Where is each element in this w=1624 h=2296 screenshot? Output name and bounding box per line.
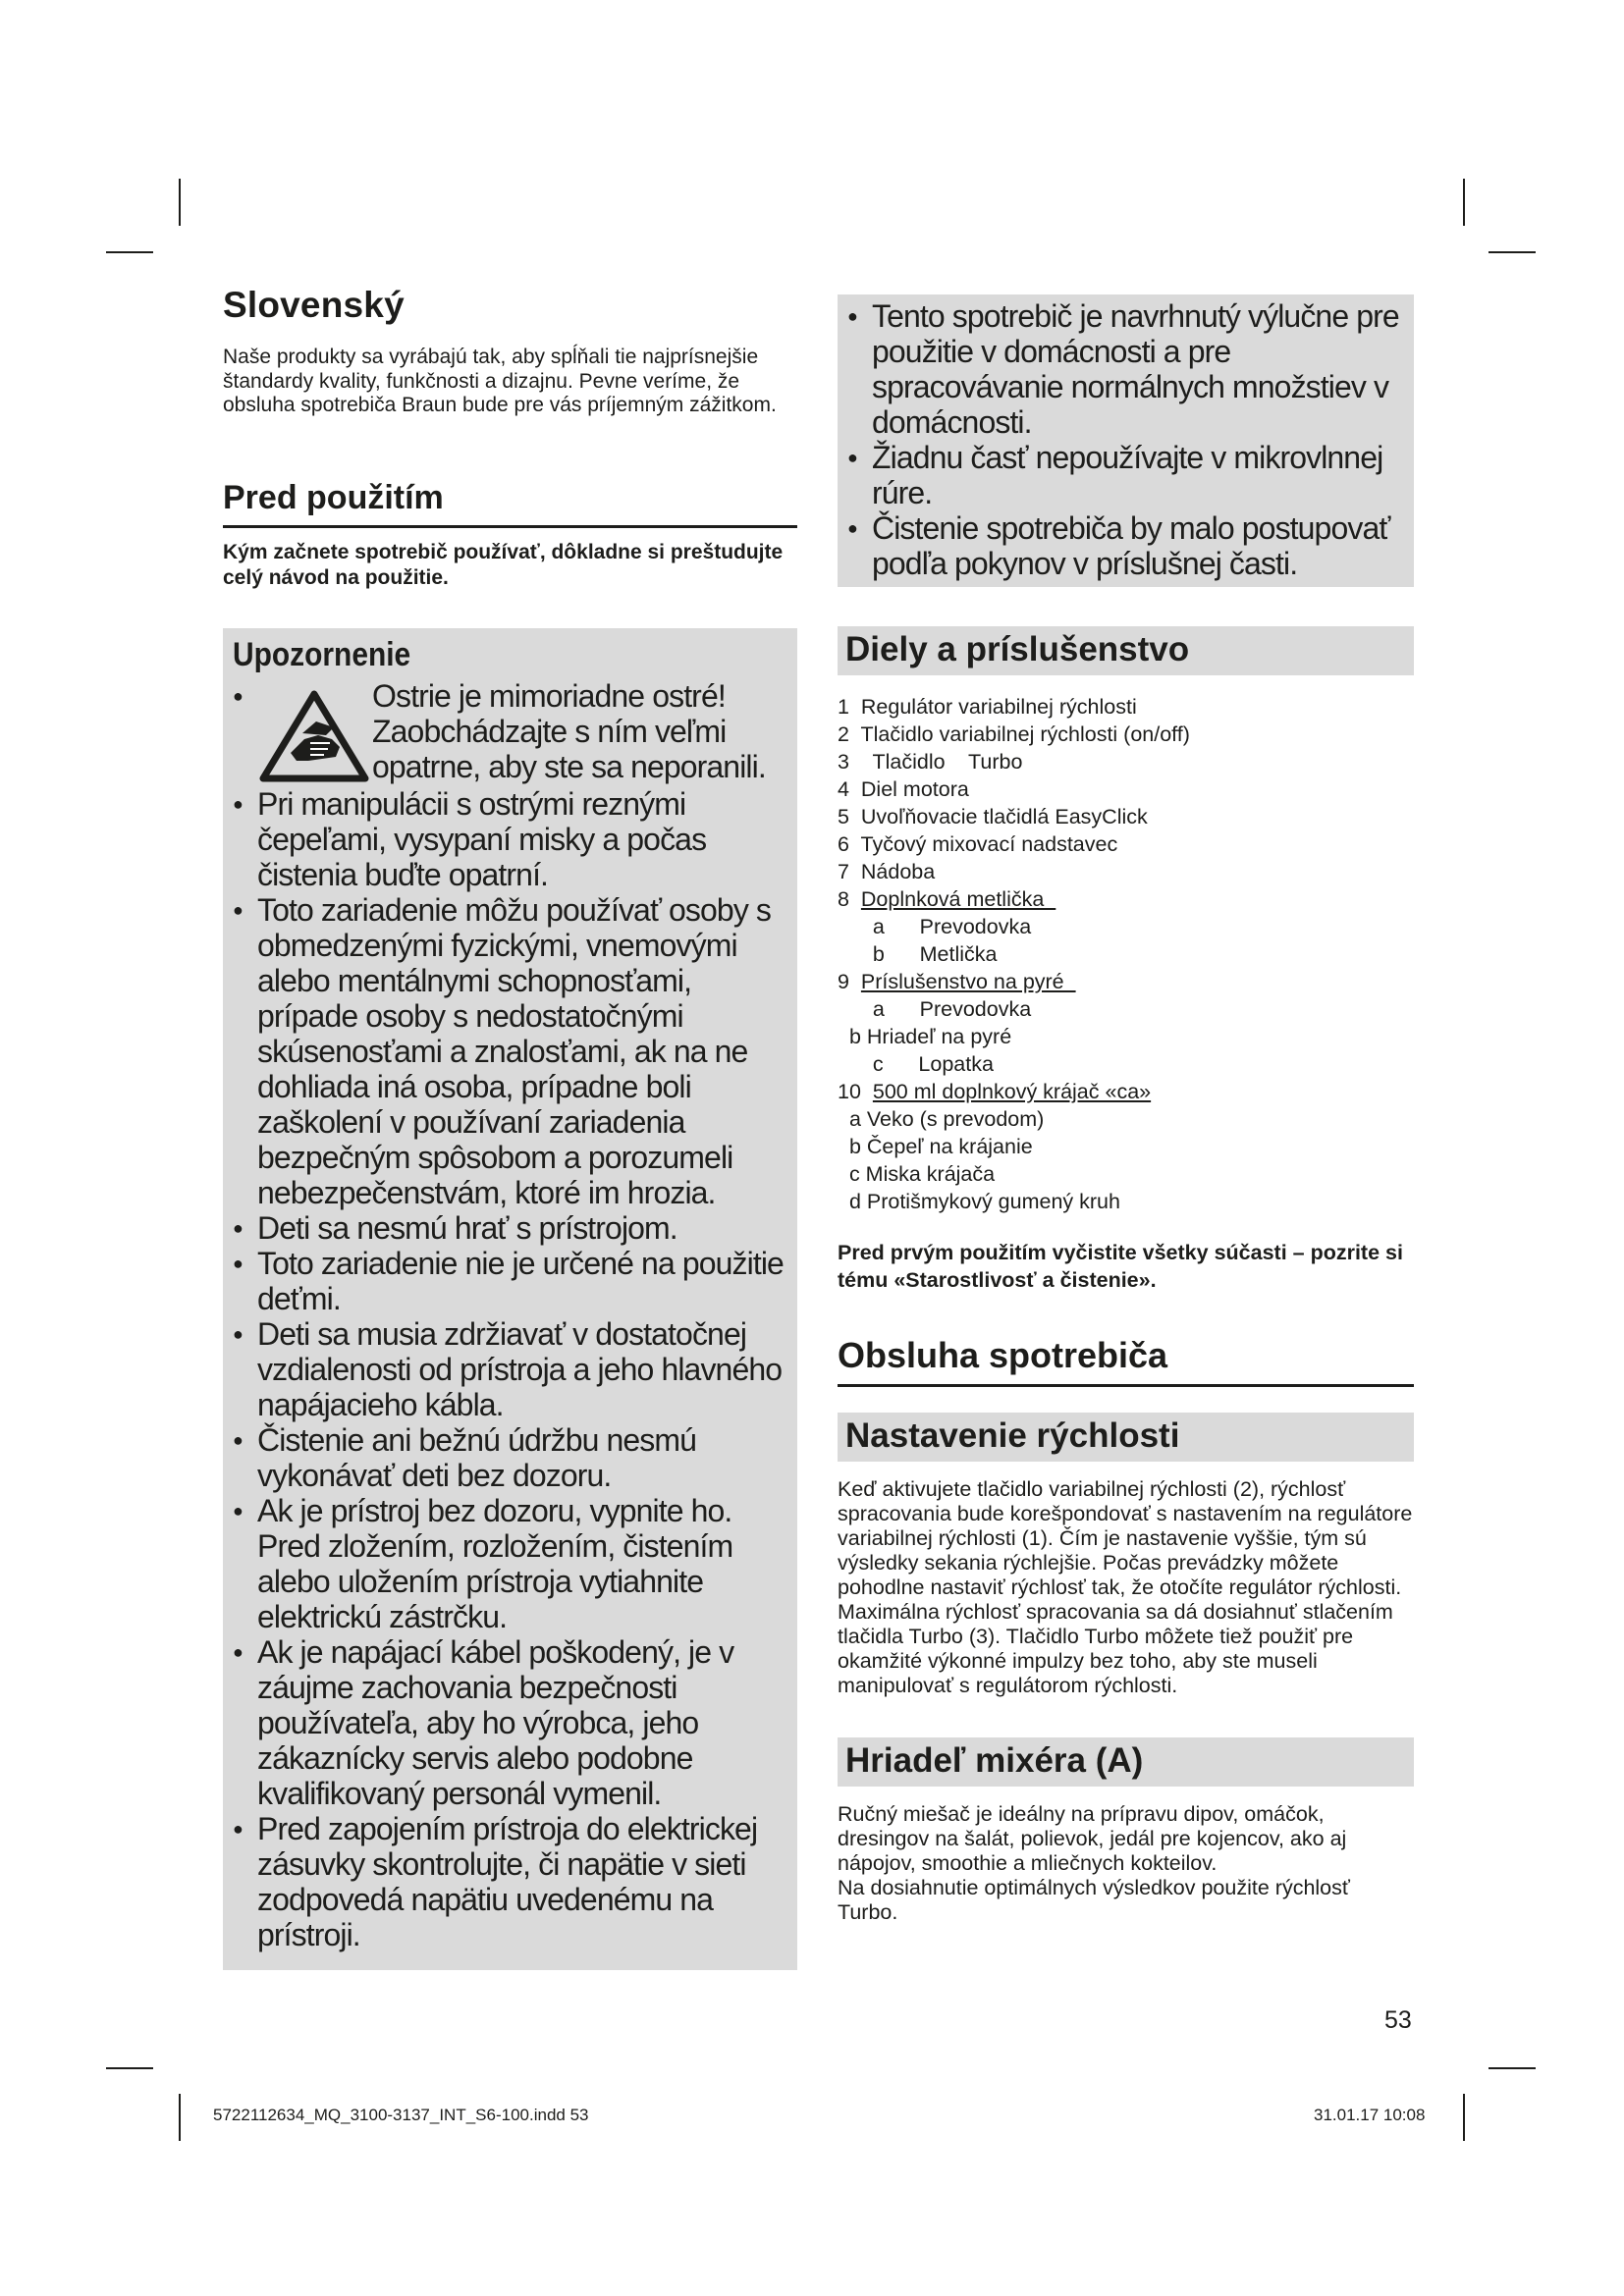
language-title: Slovenský [223,285,405,325]
parts-list-item: 3 Tlačidlo Turbo [838,750,1023,774]
right-column [838,294,1414,1925]
intro-paragraph: Naše produkty sa vyrábajú tak, aby spĺňali tie najprísnejšie štandardy kvality, funkčnosti a dizajnu. Pevne veríme, že obsluha spotrebiča Braun bude pre vás príjemným zážitkom. [223,346,777,416]
crop-mark [1463,179,1465,226]
warning-list [233,678,787,1952]
warning-item: ● Toto zariadenie nie je určené na použitie deťmi. [233,1246,787,1316]
warning-item: ● Deti sa musia zdržiavať v dostatočnej vzdialenosti od prístroja a jeho hlavného napájacieho kábla. [233,1316,787,1422]
crop-mark [106,2067,153,2069]
parts-list-item: b Metlička [838,942,998,966]
print-slug-file: 5722112634_MQ_3100-3137_INT_S6-100.indd 53 [213,2106,589,2124]
parts-list-item: 10 500 ml doplnkový krájač «ca» [838,1080,1152,1103]
page-number: 53 [1384,2006,1412,2034]
shaft-heading: Hriadeľ mixéra (A) [838,1737,1414,1787]
parts-list-item: a Prevodovka [838,997,1032,1021]
warning-item [233,678,787,786]
crop-mark [1489,251,1536,253]
warning-item: ● Deti sa nesmú hrať s prístrojom. [233,1210,787,1246]
parts-list-item: d Protišmykový gumený kruh [838,1190,1120,1213]
before-use-note: Kým začnete spotrebič používať, dôkladne si preštudujte celý návod na použitie. [223,540,784,589]
warning-item: ● Pri manipulácii s ostrými reznými čepeľami, vysypaní misky a počas čistenia buďte opatrní. [233,786,787,892]
crop-mark [179,2094,181,2141]
safety-item: ● Tento spotrebič je navrhnutý výlučne pre použitie v domácnosti a pre spracovávanie normálnych množstiev v domácnosti. [847,298,1402,440]
warning-heading: Upozornenie [233,635,411,673]
parts-list-item: b Čepeľ na krájanie [838,1135,1033,1158]
parts-list-item: 5 Uvoľňovacie tlačidlá EasyClick [838,805,1148,828]
parts-list-item: b Hriadeľ na pyré [838,1025,1012,1048]
parts-list-item: c Miska krájača [838,1162,996,1186]
crop-mark [106,251,153,253]
print-slug-date: 31.01.17 10:08 [1314,2106,1426,2124]
parts-list-item: c Lopatka [838,1052,994,1076]
parts-list [838,693,1414,1215]
warning-box [223,628,797,1970]
speed-heading: Nastavenie rýchlosti [838,1413,1414,1462]
crop-mark [179,179,181,226]
parts-list-item: 8 Doplnková metlička [838,887,1056,911]
warning-item: ● Čistenie ani bežnú údržbu nesmú vykonávať deti bez dozoru. [233,1422,787,1493]
warning-item: ● Ak je napájací kábel poškodený, je v záujme zachovania bezpečnosti používateľa, aby ho výrobca, jeho zákaznícky servis alebo podobne kvalifikovaný personál vymenil. [233,1634,787,1811]
safety-item: ● Čistenie spotrebiča by malo postupovať podľa pokynov v príslušnej časti. [847,510,1402,581]
shaft-paragraph: Ručný miešač je ideálny na prípravu dipov, omáčok, dresingov na šalát, polievok, jedál pre kojencov, ako aj nápojov, smoothie a mliečnych kokteilov. Na dosiahnutie optimálnych výsledkov použite rýchlosť Turbo. [838,1802,1350,1924]
parts-list-item: a Veko (s prevodom) [838,1107,1045,1131]
safety-list [847,298,1402,581]
parts-list-item: 1 Regulátor variabilnej rýchlosti [838,695,1137,719]
parts-list-item: 4 Diel motora [838,777,969,801]
crop-mark [1489,2067,1536,2069]
hand-blade-warning-icon [257,688,372,786]
left-column [223,285,797,1970]
parts-list-item: a Prevodovka [838,915,1032,938]
warning-item-text: ● Ostrie je mimoriadne ostré! Zaobchádzajte s ním veľmi opatrne, aby ste sa neporanili. [372,677,766,784]
safety-continued-box [838,294,1414,587]
first-use-note: Pred prvým použitím vyčistite všetky súčasti – pozrite si tému «Starostlivosť a čistenie». [838,1241,1403,1292]
parts-heading: Diely a príslušenstvo [838,626,1414,675]
parts-list-item: 6 Tyčový mixovací nadstavec [838,832,1118,856]
parts-list-item: 2 Tlačidlo variabilnej rýchlosti (on/off) [838,722,1190,746]
before-use-heading: Pred použitím [223,479,797,528]
crop-mark [1463,2094,1465,2141]
warning-item: ● Pred zapojením prístroja do elektrickej zásuvky skontrolujte, či napätie v sieti zodpovedá napätiu uvedenému na prístroji. [233,1811,787,1952]
warning-item: ● Ak je prístroj bez dozoru, vypnite ho. Pred zložením, rozložením, čistením alebo uložením prístroja vytiahnite elektrickú zástrčku. [233,1493,787,1634]
operation-heading: Obsluha spotrebiča [838,1335,1414,1387]
speed-paragraph: Keď aktivujete tlačidlo variabilnej rýchlosti (2), rýchlosť spracovania bude korešpondovať s nastavením na regulátore variabilnej rýchlosti (1). Čím je nastavenie vyššie, tým sú výsledky sekania rýchlejšie. Počas prevádzky môžete pohodlne nastaviť rýchlosť tak, že otočíte regulátor rýchlosti. Maximálna rýchlosť spracovania sa dá dosiahnuť stlačením tlačidla Turbo (3). Tlačidlo Turbo môžete tiež použiť pre okamžité výkonné impulzy bez toho, aby ste museli manipulovať s regulátorom rýchlosti. [838,1477,1413,1697]
safety-item: ● Žiadnu časť nepoužívajte v mikrovlnnej rúre. [847,440,1402,510]
parts-list-item: 9 Príslušenstvo na pyré [838,970,1076,993]
parts-list-item: 7 Nádoba [838,860,936,883]
warning-item: ● Toto zariadenie môžu používať osoby s obmedzenými fyzickými, vnemovými alebo mentálnymi schopnosťami, prípade osoby s nedostatočnými skúsenosťami a znalosťami, ak na ne dohliada iná osoba, prípadne boli zaškolení v používaní zariadenia bezpečným spôsobom a porozumeli nebezpečenstvám, ktoré im hrozia. [233,892,787,1210]
